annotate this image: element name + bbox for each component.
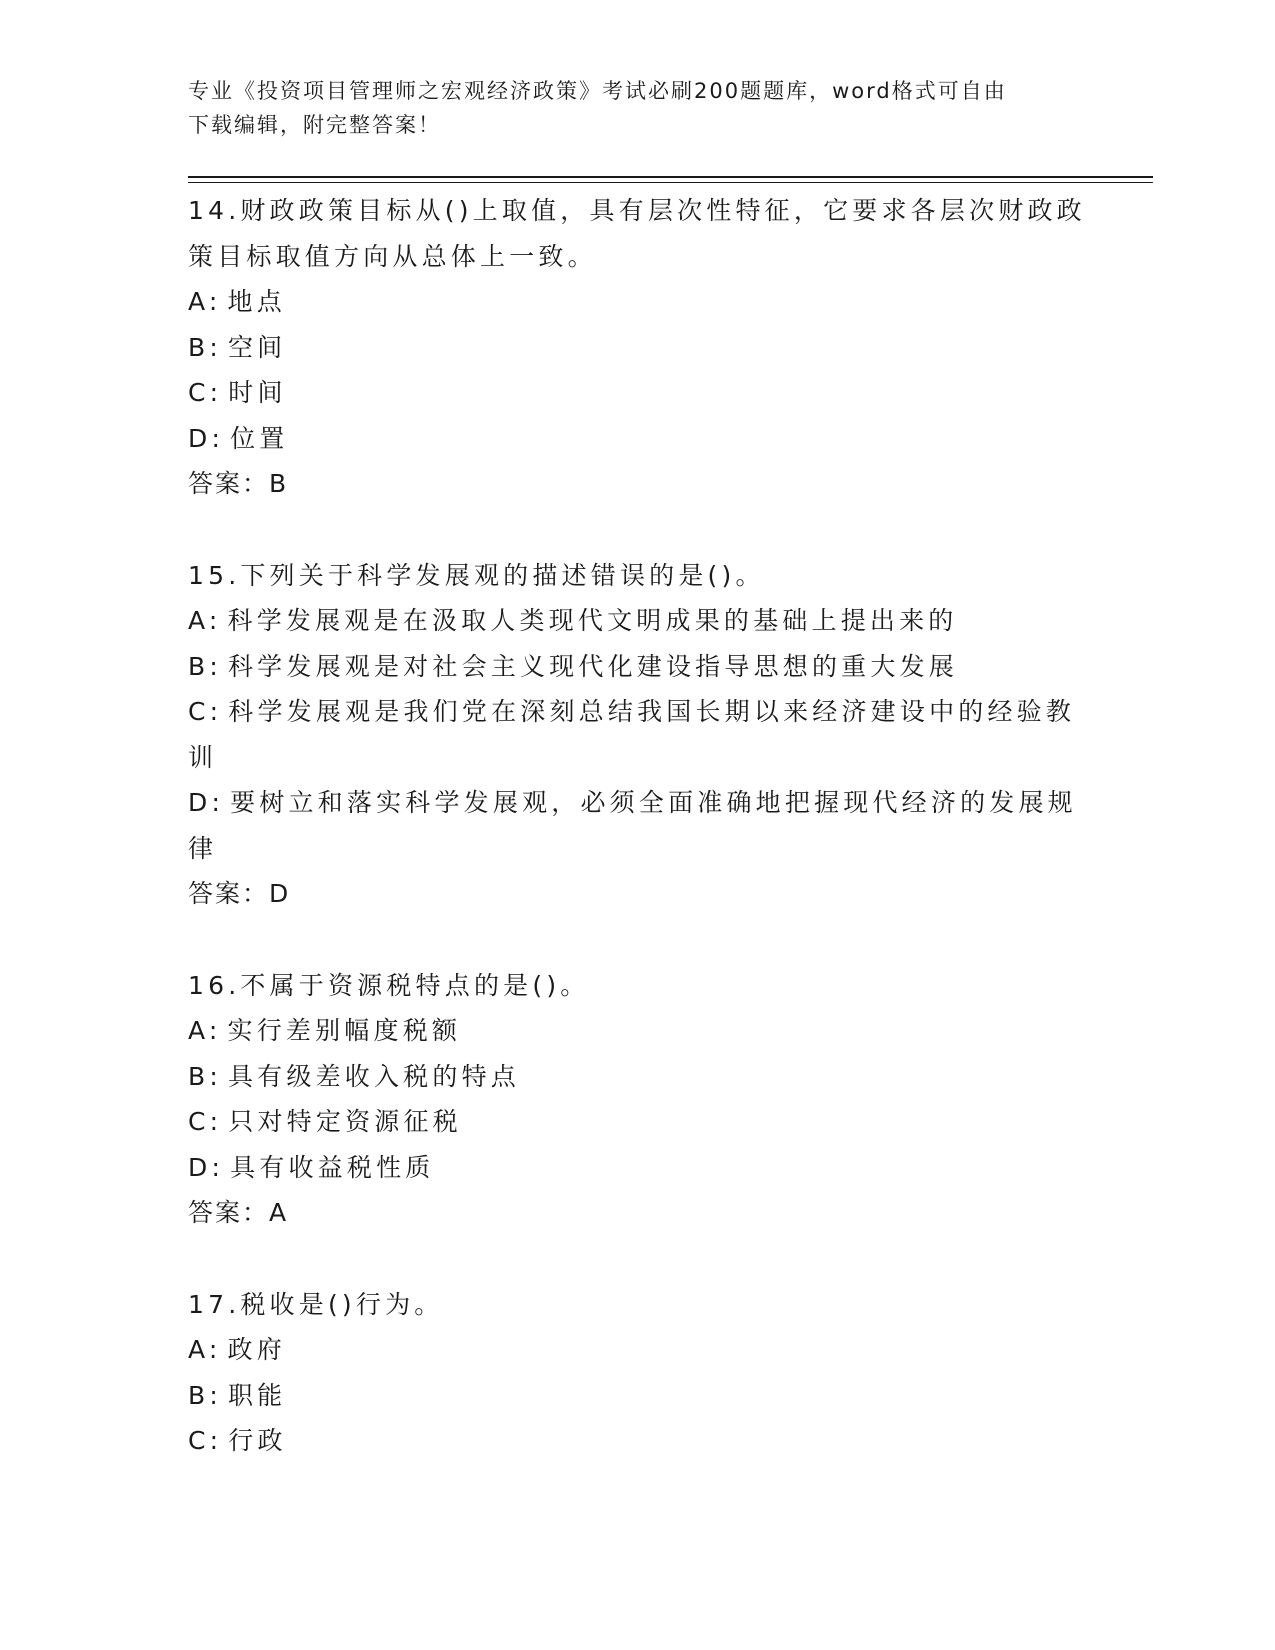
option-b — [188, 1373, 1093, 1419]
header-line-2: 下载编辑，附完整答案！ — [188, 113, 441, 137]
option-letter: B: — [188, 1061, 222, 1091]
question-15 — [188, 553, 1093, 917]
answer: 答案：A — [188, 1198, 289, 1227]
option-text: 空间 — [227, 332, 287, 362]
option-letter: B: — [188, 651, 222, 681]
option-text: 具有收益税性质 — [230, 1152, 435, 1182]
option-text: 实行差别幅度税额 — [227, 1016, 462, 1045]
option-letter: A: — [188, 1016, 222, 1045]
option-text: 地点 — [227, 287, 286, 316]
question-text-line-1: 税收是()行为。 — [240, 1289, 444, 1319]
question-number: 14. — [188, 196, 241, 225]
option-d — [188, 1145, 1093, 1191]
option-c-continuation: 训 — [188, 742, 218, 772]
question-text — [188, 963, 1093, 1009]
option-text: 位置 — [230, 423, 289, 453]
option-text: 科学发展观是我们党在深刻总结我国长期以来经济建设中的经验教 — [228, 697, 1076, 726]
header-line-1: 专业《投资项目管理师之宏观经济政策》考试必刷200题题库，word格式可自由 — [188, 79, 1007, 103]
option-c — [188, 689, 1093, 735]
option-letter: D: — [188, 423, 225, 453]
option-b — [188, 644, 1093, 690]
option-d — [188, 780, 1093, 826]
page-header — [188, 74, 1088, 142]
option-a — [188, 279, 1093, 325]
option-letter: C: — [188, 378, 223, 407]
option-text: 职能 — [227, 1380, 287, 1410]
question-text-line-2: 策目标取值方向从总体上一致。 — [188, 241, 597, 271]
option-a — [188, 1327, 1093, 1373]
option-letter: D: — [188, 1152, 225, 1182]
option-letter: C: — [188, 1426, 223, 1455]
header-rule-thick — [188, 176, 1153, 178]
question-text-line-1: 下列关于科学发展观的描述错误的是()。 — [240, 560, 765, 590]
option-a — [188, 598, 1093, 644]
option-letter: B: — [188, 332, 222, 362]
question-text-line-1: 不属于资源税特点的是()。 — [240, 970, 590, 1000]
option-c — [188, 370, 1093, 416]
option-letter: A: — [188, 1335, 222, 1364]
option-text: 行政 — [228, 1426, 287, 1455]
option-d-continuation: 律 — [188, 833, 218, 863]
question-text — [188, 188, 1093, 234]
option-text: 时间 — [228, 378, 287, 407]
question-number: 17. — [188, 1289, 241, 1319]
option-a — [188, 1008, 1093, 1054]
question-17 — [188, 1282, 1093, 1464]
option-letter: D: — [188, 788, 225, 817]
option-text: 具有级差收入税的特点 — [227, 1061, 520, 1091]
question-number: 15. — [188, 560, 241, 590]
option-c — [188, 1099, 1093, 1145]
option-letter: A: — [188, 287, 222, 316]
question-text — [188, 1282, 1093, 1328]
question-16 — [188, 963, 1093, 1236]
option-text: 科学发展观是对社会主义现代化建设指导思想的重大发展 — [227, 651, 958, 681]
option-letter: B: — [188, 1380, 222, 1410]
question-text-line-1: 财政政策目标从()上取值，具有层次性特征，它要求各层次财政政 — [240, 196, 1086, 225]
answer: 答案：D — [188, 879, 291, 908]
option-b — [188, 325, 1093, 371]
question-text — [188, 553, 1093, 599]
option-b — [188, 1054, 1093, 1100]
option-text: 要树立和落实科学发展观，必须全面准确地把握现代经济的发展规 — [230, 788, 1077, 817]
question-number: 16. — [188, 970, 241, 1000]
option-text: 只对特定资源征税 — [228, 1107, 462, 1136]
option-text: 政府 — [227, 1335, 286, 1364]
option-letter: A: — [188, 606, 222, 635]
question-14 — [188, 188, 1093, 507]
question-list — [188, 188, 1093, 1510]
option-d — [188, 416, 1093, 462]
option-text: 科学发展观是在汲取人类现代文明成果的基础上提出来的 — [227, 606, 958, 635]
answer: 答案：B — [188, 469, 289, 498]
header-rule-thin — [188, 182, 1153, 183]
option-c — [188, 1418, 1093, 1464]
option-letter: C: — [188, 1107, 223, 1136]
option-letter: C: — [188, 697, 223, 726]
